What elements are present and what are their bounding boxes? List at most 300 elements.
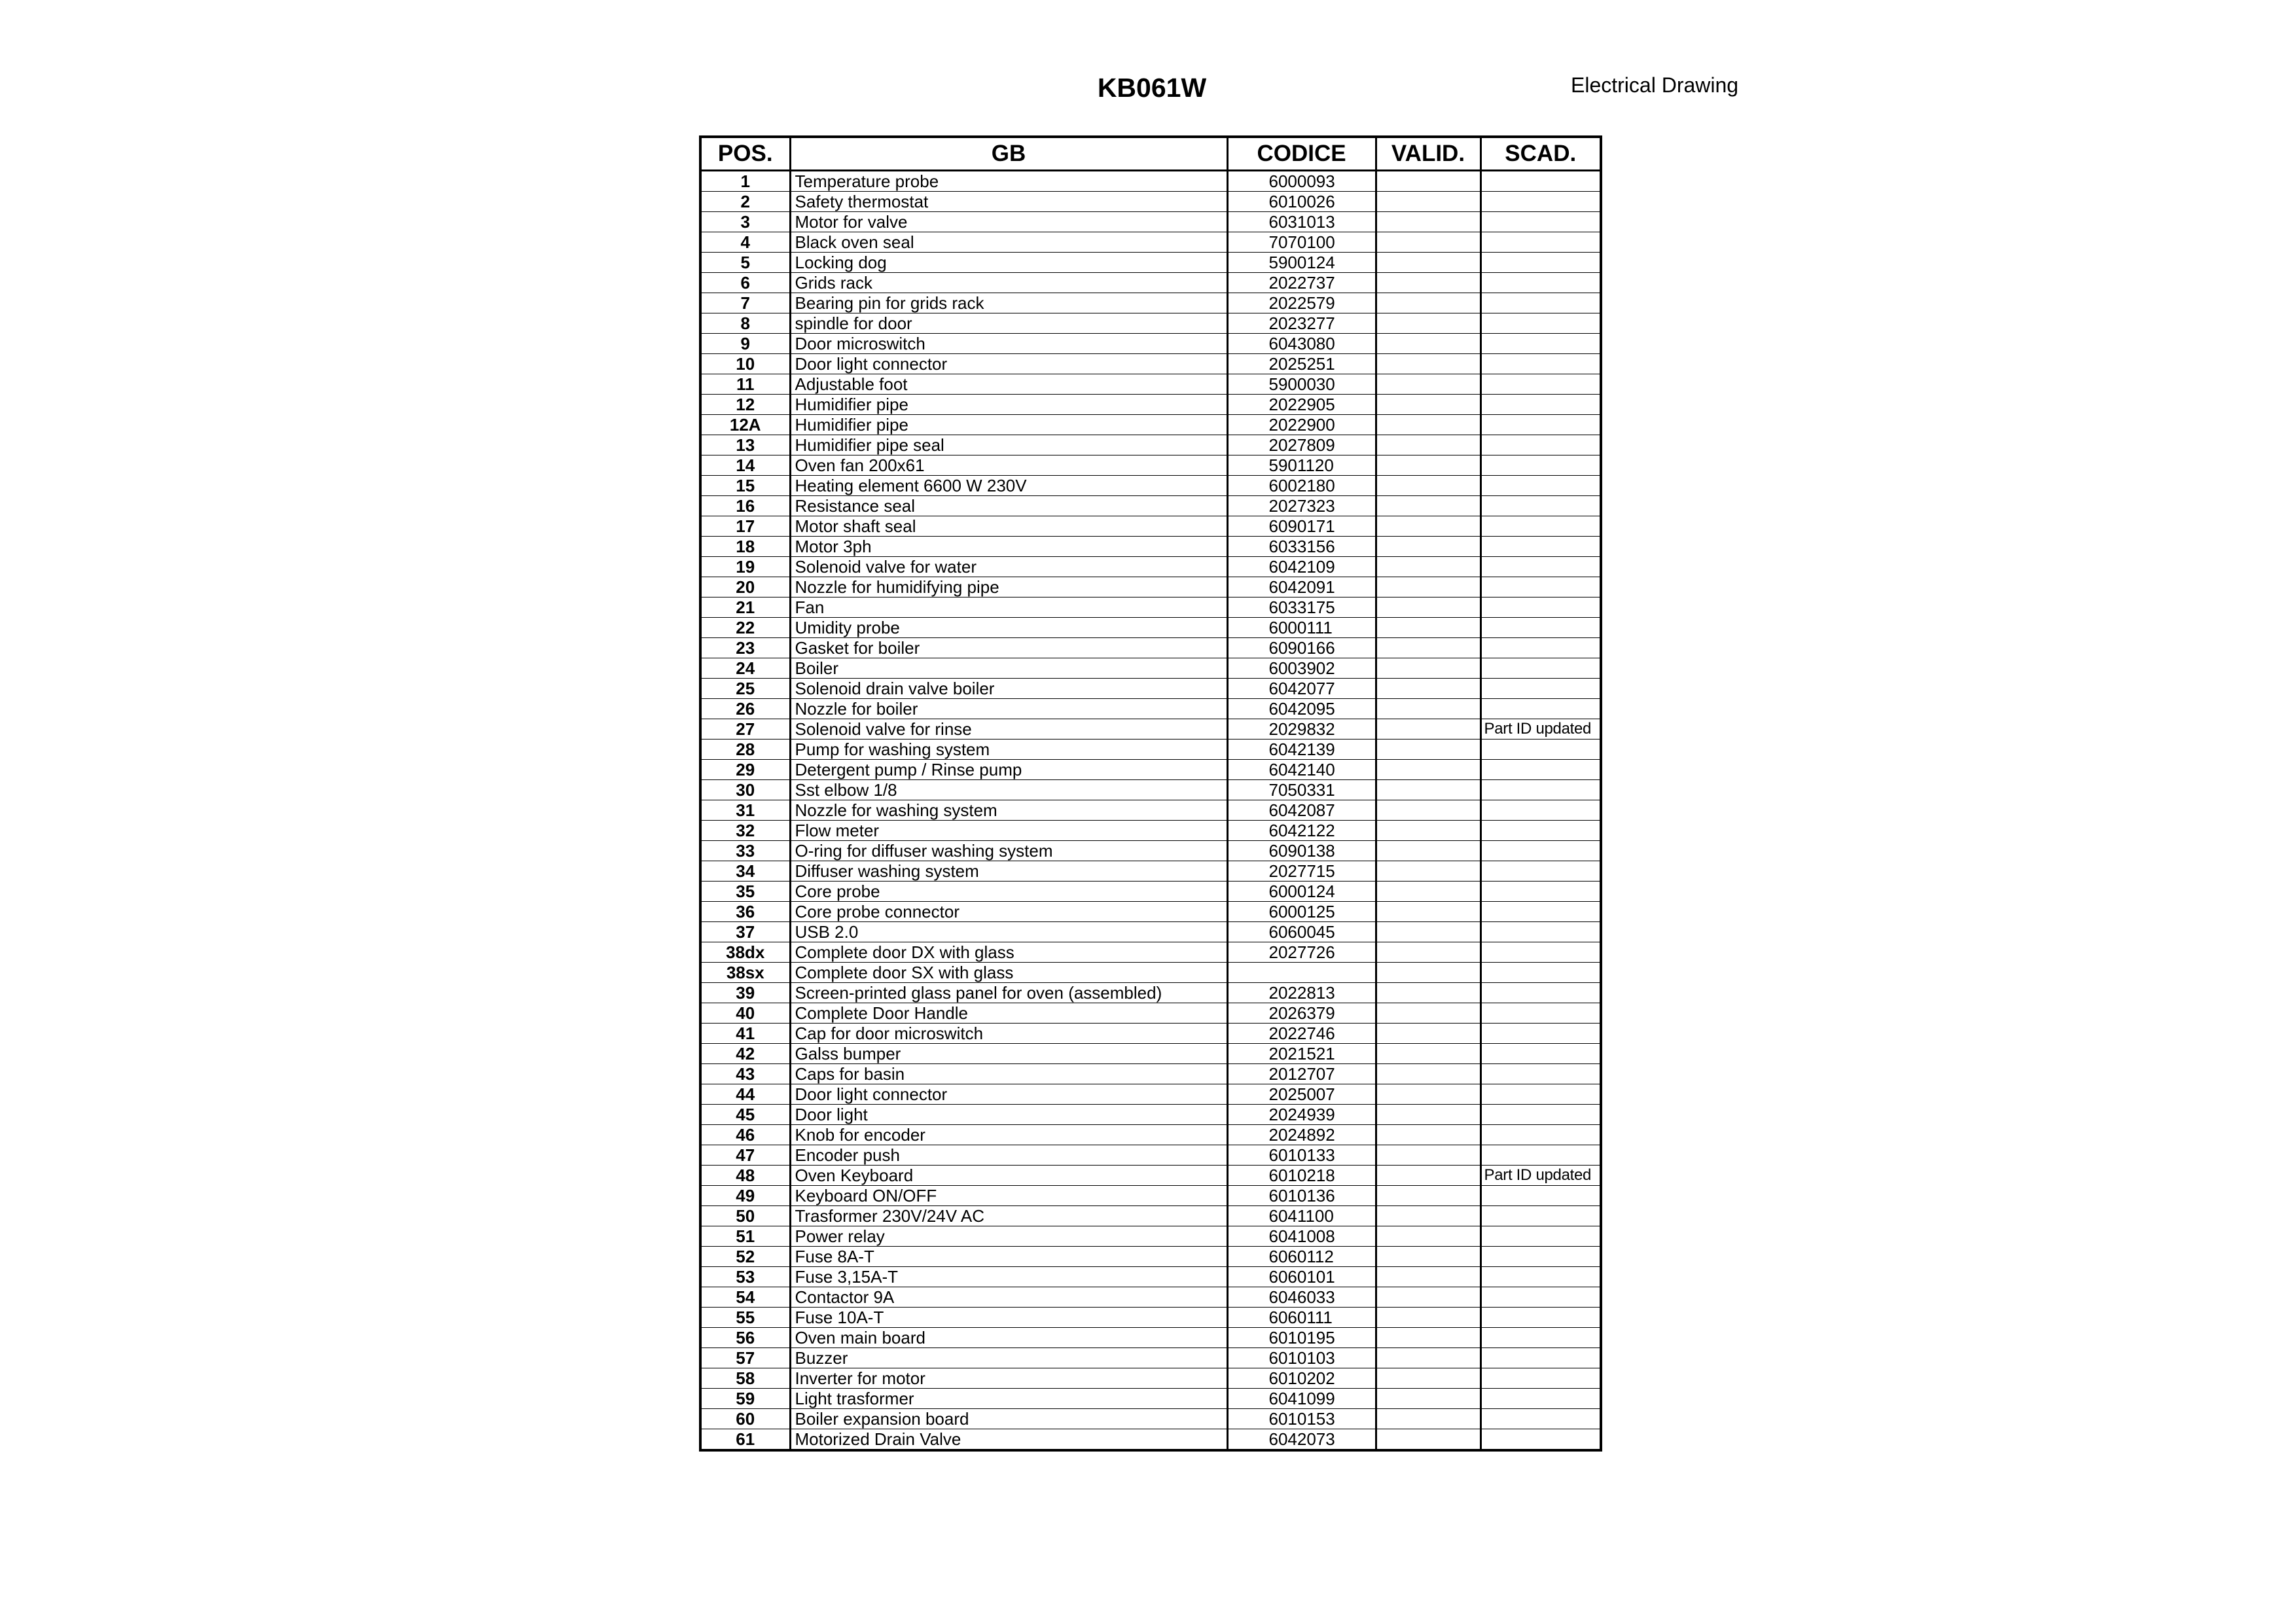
- cell-scad: [1480, 983, 1601, 1003]
- cell-description: Detergent pump / Rinse pump: [790, 760, 1227, 780]
- table-row: [700, 354, 1601, 374]
- cell-pos: 42: [700, 1044, 790, 1064]
- header-gb: GB: [790, 137, 1227, 171]
- cell-codice: 2022746: [1227, 1024, 1376, 1044]
- table-row: [700, 232, 1601, 253]
- table-row: [700, 1287, 1601, 1308]
- cell-pos: 13: [700, 435, 790, 455]
- cell-scad: [1480, 658, 1601, 679]
- cell-description: Safety thermostat: [790, 192, 1227, 212]
- cell-valid: [1376, 232, 1480, 253]
- table-row: [700, 1409, 1601, 1429]
- cell-description: Fuse 10A-T: [790, 1308, 1227, 1328]
- cell-description: Umidity probe: [790, 618, 1227, 638]
- table-row: [700, 557, 1601, 577]
- cell-valid: [1376, 1145, 1480, 1166]
- cell-valid: [1376, 1267, 1480, 1287]
- table-row: [700, 1024, 1601, 1044]
- cell-description: USB 2.0: [790, 922, 1227, 942]
- cell-description: Door microswitch: [790, 334, 1227, 354]
- cell-scad: [1480, 415, 1601, 435]
- cell-scad: [1480, 1186, 1601, 1206]
- cell-valid: [1376, 334, 1480, 354]
- cell-description: Galss bumper: [790, 1044, 1227, 1064]
- cell-scad: [1480, 1145, 1601, 1166]
- cell-pos: 54: [700, 1287, 790, 1308]
- cell-pos: 12A: [700, 415, 790, 435]
- cell-codice: 6042077: [1227, 679, 1376, 699]
- table-row: [700, 942, 1601, 963]
- cell-description: Motorized Drain Valve: [790, 1429, 1227, 1451]
- cell-valid: [1376, 496, 1480, 516]
- cell-pos: 30: [700, 780, 790, 800]
- table-row: [700, 719, 1601, 740]
- table-row: [700, 1186, 1601, 1206]
- cell-scad: [1480, 1003, 1601, 1024]
- cell-codice: 6010133: [1227, 1145, 1376, 1166]
- cell-description: Trasformer 230V/24V AC: [790, 1206, 1227, 1226]
- cell-scad: [1480, 1308, 1601, 1328]
- cell-description: Pump for washing system: [790, 740, 1227, 760]
- cell-scad: [1480, 496, 1601, 516]
- table-row: [700, 1226, 1601, 1247]
- cell-scad: [1480, 212, 1601, 232]
- cell-codice: 6090171: [1227, 516, 1376, 537]
- cell-codice: 6042109: [1227, 557, 1376, 577]
- cell-valid: [1376, 1409, 1480, 1429]
- cell-valid: [1376, 212, 1480, 232]
- table-row: [700, 455, 1601, 476]
- cell-valid: [1376, 354, 1480, 374]
- cell-codice: 6042139: [1227, 740, 1376, 760]
- table-row: [700, 212, 1601, 232]
- cell-scad: [1480, 1125, 1601, 1145]
- cell-valid: [1376, 293, 1480, 313]
- cell-valid: [1376, 699, 1480, 719]
- table-row: [700, 618, 1601, 638]
- cell-description: Boiler expansion board: [790, 1409, 1227, 1429]
- cell-pos: 7: [700, 293, 790, 313]
- cell-scad: [1480, 597, 1601, 618]
- table-row: [700, 597, 1601, 618]
- cell-scad: [1480, 1287, 1601, 1308]
- cell-valid: [1376, 273, 1480, 293]
- cell-codice: 6043080: [1227, 334, 1376, 354]
- cell-pos: 31: [700, 800, 790, 821]
- cell-codice: 2022813: [1227, 983, 1376, 1003]
- header-codice: CODICE: [1227, 137, 1376, 171]
- cell-codice: 6046033: [1227, 1287, 1376, 1308]
- cell-codice: 6041008: [1227, 1226, 1376, 1247]
- cell-pos: 44: [700, 1084, 790, 1105]
- cell-codice: 2025007: [1227, 1084, 1376, 1105]
- table-row: [700, 334, 1601, 354]
- cell-codice: 2029832: [1227, 719, 1376, 740]
- cell-pos: 38sx: [700, 963, 790, 983]
- cell-codice: 6042095: [1227, 699, 1376, 719]
- table-row: [700, 679, 1601, 699]
- cell-pos: 56: [700, 1328, 790, 1348]
- cell-valid: [1376, 1308, 1480, 1328]
- cell-codice: 5901120: [1227, 455, 1376, 476]
- cell-pos: 46: [700, 1125, 790, 1145]
- cell-valid: [1376, 1186, 1480, 1206]
- cell-valid: [1376, 942, 1480, 963]
- cell-scad: [1480, 557, 1601, 577]
- cell-codice: 6031013: [1227, 212, 1376, 232]
- cell-valid: [1376, 760, 1480, 780]
- cell-valid: [1376, 882, 1480, 902]
- cell-description: Diffuser washing system: [790, 861, 1227, 882]
- cell-valid: [1376, 577, 1480, 597]
- cell-description: Caps for basin: [790, 1064, 1227, 1084]
- cell-codice: 2022579: [1227, 293, 1376, 313]
- cell-pos: 15: [700, 476, 790, 496]
- cell-scad: [1480, 273, 1601, 293]
- cell-pos: 32: [700, 821, 790, 841]
- cell-codice: 6010218: [1227, 1166, 1376, 1186]
- cell-codice: 2022905: [1227, 395, 1376, 415]
- cell-description: Solenoid valve for rinse: [790, 719, 1227, 740]
- cell-description: O-ring for diffuser washing system: [790, 841, 1227, 861]
- cell-valid: [1376, 821, 1480, 841]
- cell-description: Oven Keyboard: [790, 1166, 1227, 1186]
- cell-codice: 6033175: [1227, 597, 1376, 618]
- cell-codice: 6042087: [1227, 800, 1376, 821]
- cell-pos: 51: [700, 1226, 790, 1247]
- table-row: [700, 699, 1601, 719]
- cell-scad: [1480, 374, 1601, 395]
- cell-description: Knob for encoder: [790, 1125, 1227, 1145]
- cell-pos: 11: [700, 374, 790, 395]
- cell-valid: [1376, 557, 1480, 577]
- cell-scad: [1480, 1206, 1601, 1226]
- cell-pos: 37: [700, 922, 790, 942]
- cell-description: Oven fan 200x61: [790, 455, 1227, 476]
- table-row: [700, 273, 1601, 293]
- cell-description: Humidifier pipe: [790, 395, 1227, 415]
- cell-valid: [1376, 1024, 1480, 1044]
- cell-codice: 5900124: [1227, 253, 1376, 273]
- cell-codice: 2027715: [1227, 861, 1376, 882]
- cell-pos: 45: [700, 1105, 790, 1125]
- table-row: [700, 841, 1601, 861]
- table-row: [700, 171, 1601, 192]
- cell-valid: [1376, 861, 1480, 882]
- cell-pos: 4: [700, 232, 790, 253]
- cell-pos: 18: [700, 537, 790, 557]
- cell-codice: 5900030: [1227, 374, 1376, 395]
- cell-codice: 6090138: [1227, 841, 1376, 861]
- table-row: [700, 476, 1601, 496]
- cell-description: Screen-printed glass panel for oven (assembled): [790, 983, 1227, 1003]
- cell-valid: [1376, 1105, 1480, 1125]
- cell-scad: [1480, 1368, 1601, 1389]
- table-row: [700, 821, 1601, 841]
- cell-pos: 43: [700, 1064, 790, 1084]
- table-row: [700, 658, 1601, 679]
- cell-pos: 41: [700, 1024, 790, 1044]
- cell-pos: 47: [700, 1145, 790, 1166]
- table-row: [700, 1267, 1601, 1287]
- table-row: [700, 435, 1601, 455]
- cell-pos: 17: [700, 516, 790, 537]
- cell-description: Humidifier pipe seal: [790, 435, 1227, 455]
- cell-description: spindle for door: [790, 313, 1227, 334]
- cell-codice: 2027323: [1227, 496, 1376, 516]
- cell-pos: 25: [700, 679, 790, 699]
- cell-scad: [1480, 861, 1601, 882]
- cell-scad: [1480, 1267, 1601, 1287]
- cell-scad: [1480, 537, 1601, 557]
- cell-codice: 7070100: [1227, 232, 1376, 253]
- cell-pos: 36: [700, 902, 790, 922]
- cell-valid: [1376, 1206, 1480, 1226]
- cell-valid: [1376, 171, 1480, 192]
- cell-valid: [1376, 1044, 1480, 1064]
- cell-description: Light trasformer: [790, 1389, 1227, 1409]
- cell-valid: [1376, 1166, 1480, 1186]
- cell-description: Cap for door microswitch: [790, 1024, 1227, 1044]
- cell-scad: [1480, 1429, 1601, 1451]
- cell-description: Fan: [790, 597, 1227, 618]
- cell-scad: Part ID updated: [1480, 719, 1601, 740]
- table-row: [700, 882, 1601, 902]
- cell-pos: 39: [700, 983, 790, 1003]
- cell-scad: [1480, 699, 1601, 719]
- table-row: [700, 192, 1601, 212]
- cell-codice: 2027809: [1227, 435, 1376, 455]
- cell-valid: [1376, 1328, 1480, 1348]
- cell-pos: 23: [700, 638, 790, 658]
- cell-pos: 2: [700, 192, 790, 212]
- cell-scad: [1480, 293, 1601, 313]
- cell-codice: 2027726: [1227, 942, 1376, 963]
- cell-codice: 6010153: [1227, 1409, 1376, 1429]
- cell-description: Complete Door Handle: [790, 1003, 1227, 1024]
- table-row: [700, 516, 1601, 537]
- header-valid: VALID.: [1376, 137, 1480, 171]
- cell-description: Nozzle for humidifying pipe: [790, 577, 1227, 597]
- table-row: [700, 1348, 1601, 1368]
- cell-scad: [1480, 679, 1601, 699]
- cell-pos: 33: [700, 841, 790, 861]
- header-pos: POS.: [700, 137, 790, 171]
- table-row: [700, 1308, 1601, 1328]
- cell-scad: [1480, 516, 1601, 537]
- cell-description: Fuse 8A-T: [790, 1247, 1227, 1267]
- cell-pos: 59: [700, 1389, 790, 1409]
- cell-codice: 6042091: [1227, 577, 1376, 597]
- cell-scad: [1480, 841, 1601, 861]
- cell-pos: 1: [700, 171, 790, 192]
- cell-pos: 22: [700, 618, 790, 638]
- cell-pos: 57: [700, 1348, 790, 1368]
- cell-codice: 6060045: [1227, 922, 1376, 942]
- cell-scad: [1480, 821, 1601, 841]
- cell-pos: 6: [700, 273, 790, 293]
- cell-scad: [1480, 354, 1601, 374]
- cell-pos: 40: [700, 1003, 790, 1024]
- table-row: [700, 577, 1601, 597]
- cell-description: Heating element 6600 W 230V: [790, 476, 1227, 496]
- cell-scad: [1480, 922, 1601, 942]
- cell-pos: 16: [700, 496, 790, 516]
- cell-codice: 6042073: [1227, 1429, 1376, 1451]
- cell-scad: [1480, 902, 1601, 922]
- cell-valid: [1376, 597, 1480, 618]
- cell-description: Oven main board: [790, 1328, 1227, 1348]
- cell-valid: [1376, 963, 1480, 983]
- cell-valid: [1376, 679, 1480, 699]
- cell-valid: [1376, 516, 1480, 537]
- cell-description: Buzzer: [790, 1348, 1227, 1368]
- cell-valid: [1376, 1226, 1480, 1247]
- cell-scad: [1480, 882, 1601, 902]
- cell-pos: 19: [700, 557, 790, 577]
- cell-description: Temperature probe: [790, 171, 1227, 192]
- cell-codice: 6041100: [1227, 1206, 1376, 1226]
- cell-valid: [1376, 719, 1480, 740]
- cell-pos: 21: [700, 597, 790, 618]
- table-row: [700, 395, 1601, 415]
- cell-scad: [1480, 313, 1601, 334]
- cell-valid: [1376, 1389, 1480, 1409]
- cell-scad: [1480, 232, 1601, 253]
- cell-valid: [1376, 618, 1480, 638]
- table-row: [700, 496, 1601, 516]
- cell-pos: 29: [700, 760, 790, 780]
- table-row: [700, 374, 1601, 395]
- cell-scad: [1480, 1064, 1601, 1084]
- document-title: KB061W: [1097, 73, 1207, 103]
- table-row: [700, 1125, 1601, 1145]
- document-subtitle: Electrical Drawing: [1571, 73, 1739, 97]
- cell-pos: 20: [700, 577, 790, 597]
- table-row: [700, 1429, 1601, 1451]
- cell-pos: 3: [700, 212, 790, 232]
- cell-codice: 6010136: [1227, 1186, 1376, 1206]
- cell-description: Complete door SX with glass: [790, 963, 1227, 983]
- cell-pos: 50: [700, 1206, 790, 1226]
- cell-description: Door light connector: [790, 354, 1227, 374]
- cell-valid: [1376, 374, 1480, 395]
- cell-valid: [1376, 476, 1480, 496]
- cell-description: Humidifier pipe: [790, 415, 1227, 435]
- cell-scad: [1480, 171, 1601, 192]
- cell-valid: [1376, 1064, 1480, 1084]
- cell-codice: 2026379: [1227, 1003, 1376, 1024]
- cell-description: Contactor 9A: [790, 1287, 1227, 1308]
- cell-valid: [1376, 313, 1480, 334]
- table-row: [700, 253, 1601, 273]
- cell-valid: [1376, 983, 1480, 1003]
- cell-pos: 49: [700, 1186, 790, 1206]
- cell-valid: [1376, 1287, 1480, 1308]
- parts-table: [699, 135, 1602, 1452]
- cell-scad: [1480, 800, 1601, 821]
- cell-codice: 2012707: [1227, 1064, 1376, 1084]
- cell-pos: 5: [700, 253, 790, 273]
- table-row: [700, 1003, 1601, 1024]
- parts-table-body: [700, 171, 1601, 1451]
- cell-description: Motor shaft seal: [790, 516, 1227, 537]
- table-row: [700, 1206, 1601, 1226]
- cell-pos: 61: [700, 1429, 790, 1451]
- cell-pos: 52: [700, 1247, 790, 1267]
- cell-scad: [1480, 1044, 1601, 1064]
- cell-scad: [1480, 618, 1601, 638]
- cell-codice: 2023277: [1227, 313, 1376, 334]
- cell-description: Grids rack: [790, 273, 1227, 293]
- cell-scad: [1480, 638, 1601, 658]
- cell-scad: [1480, 780, 1601, 800]
- cell-codice: 6000125: [1227, 902, 1376, 922]
- cell-codice: 6042140: [1227, 760, 1376, 780]
- cell-valid: [1376, 902, 1480, 922]
- cell-valid: [1376, 1348, 1480, 1368]
- cell-pos: 55: [700, 1308, 790, 1328]
- cell-pos: 35: [700, 882, 790, 902]
- cell-codice: [1227, 963, 1376, 983]
- cell-valid: [1376, 415, 1480, 435]
- cell-scad: [1480, 435, 1601, 455]
- cell-codice: 6033156: [1227, 537, 1376, 557]
- cell-scad: [1480, 760, 1601, 780]
- cell-description: Door light connector: [790, 1084, 1227, 1105]
- cell-valid: [1376, 800, 1480, 821]
- table-row: [700, 963, 1601, 983]
- cell-description: Adjustable foot: [790, 374, 1227, 395]
- cell-pos: 38dx: [700, 942, 790, 963]
- cell-codice: 6060112: [1227, 1247, 1376, 1267]
- cell-scad: [1480, 1389, 1601, 1409]
- cell-scad: [1480, 476, 1601, 496]
- cell-description: Fuse 3,15A-T: [790, 1267, 1227, 1287]
- cell-codice: 6000111: [1227, 618, 1376, 638]
- table-row: [700, 415, 1601, 435]
- cell-scad: [1480, 395, 1601, 415]
- cell-codice: 2022737: [1227, 273, 1376, 293]
- cell-description: Nozzle for boiler: [790, 699, 1227, 719]
- table-row: [700, 313, 1601, 334]
- table-row: [700, 1084, 1601, 1105]
- cell-pos: 12: [700, 395, 790, 415]
- cell-codice: 6003902: [1227, 658, 1376, 679]
- cell-valid: [1376, 841, 1480, 861]
- cell-description: Nozzle for washing system: [790, 800, 1227, 821]
- cell-scad: [1480, 1247, 1601, 1267]
- table-row: [700, 922, 1601, 942]
- cell-codice: 6042122: [1227, 821, 1376, 841]
- cell-description: Flow meter: [790, 821, 1227, 841]
- cell-description: Complete door DX with glass: [790, 942, 1227, 963]
- cell-pos: 60: [700, 1409, 790, 1429]
- cell-valid: [1376, 1084, 1480, 1105]
- table-row: [700, 1166, 1601, 1186]
- cell-pos: 53: [700, 1267, 790, 1287]
- cell-description: Keyboard ON/OFF: [790, 1186, 1227, 1206]
- cell-pos: 9: [700, 334, 790, 354]
- cell-scad: [1480, 1024, 1601, 1044]
- cell-codice: 2024939: [1227, 1105, 1376, 1125]
- cell-description: Sst elbow 1/8: [790, 780, 1227, 800]
- table-row: [700, 1145, 1601, 1166]
- cell-codice: 6010026: [1227, 192, 1376, 212]
- cell-valid: [1376, 658, 1480, 679]
- cell-description: Black oven seal: [790, 232, 1227, 253]
- cell-valid: [1376, 435, 1480, 455]
